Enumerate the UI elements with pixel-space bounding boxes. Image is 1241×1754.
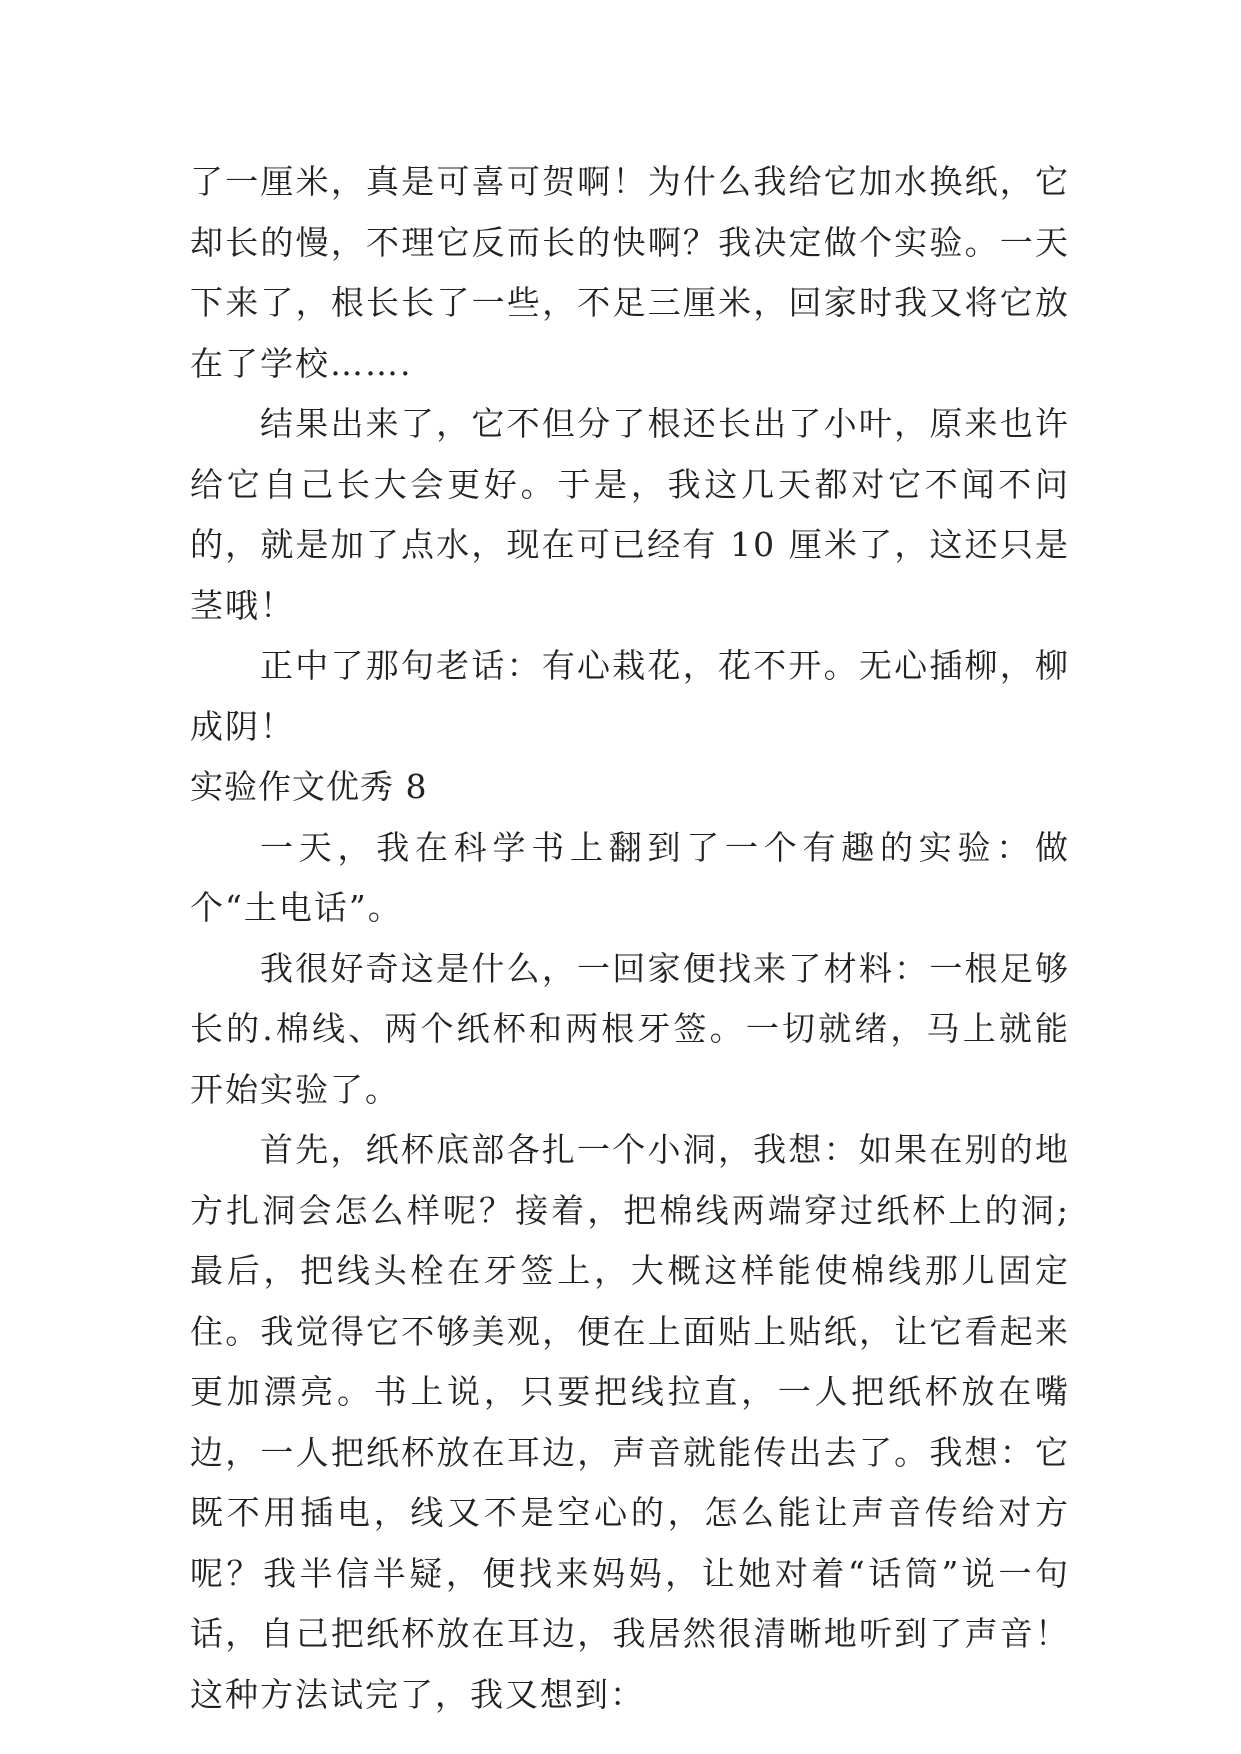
document-body — [190, 152, 1070, 1725]
paragraph: 首先，纸杯底部各扎一个小洞，我想：如果在别的地方扎洞会怎么样呢？接着，把棉线两端穿过纸杯上的洞;最后，把线头栓在牙签上，大概这样能使棉线那儿固定住。我觉得它不够美观，便在上面贴上贴纸，让它看起来更加漂亮。书上说，只要把线拉直，一人把纸杯放在嘴边，一人把纸杯放在耳边，声音就能传出去了。我想：它既不用插电，线又不是空心的，怎么能让声音传给对方呢？我半信半疑，便找来妈妈，让她对着“话筒”说一句话，自己把纸杯放在耳边，我居然很清晰地听到了声音！这种方法试完了，我又想到： — [190, 1130, 1070, 1714]
paragraph: 正中了那句老话：有心栽花，花不开。无心插柳，柳成阴！ — [190, 646, 1070, 746]
section-heading: 实验作文优秀 8 — [190, 767, 428, 806]
paragraph: 了一厘米，真是可喜可贺啊！为什么我给它加水换纸，它却长的慢，不理它反而长的快啊？我决定做个实验。一天下来了，根长长了一些，不足三厘米，回家时我又将它放在了学校……. — [190, 162, 1070, 383]
paragraph: 结果出来了，它不但分了根还长出了小叶，原来也许给它自己长大会更好。于是，我这几天都对它不闻不问的，就是加了点水，现在可已经有 10 厘米了，这还只是茎哦！ — [190, 404, 1070, 625]
paragraph: 我很好奇这是什么，一回家便找来了材料：一根足够长的.棉线、两个纸杯和两根牙签。一切就绪，马上就能开始实验了。 — [190, 948, 1070, 1109]
paragraph: 一天，我在科学书上翻到了一个有趣的实验：做个“土电话”。 — [190, 827, 1070, 927]
